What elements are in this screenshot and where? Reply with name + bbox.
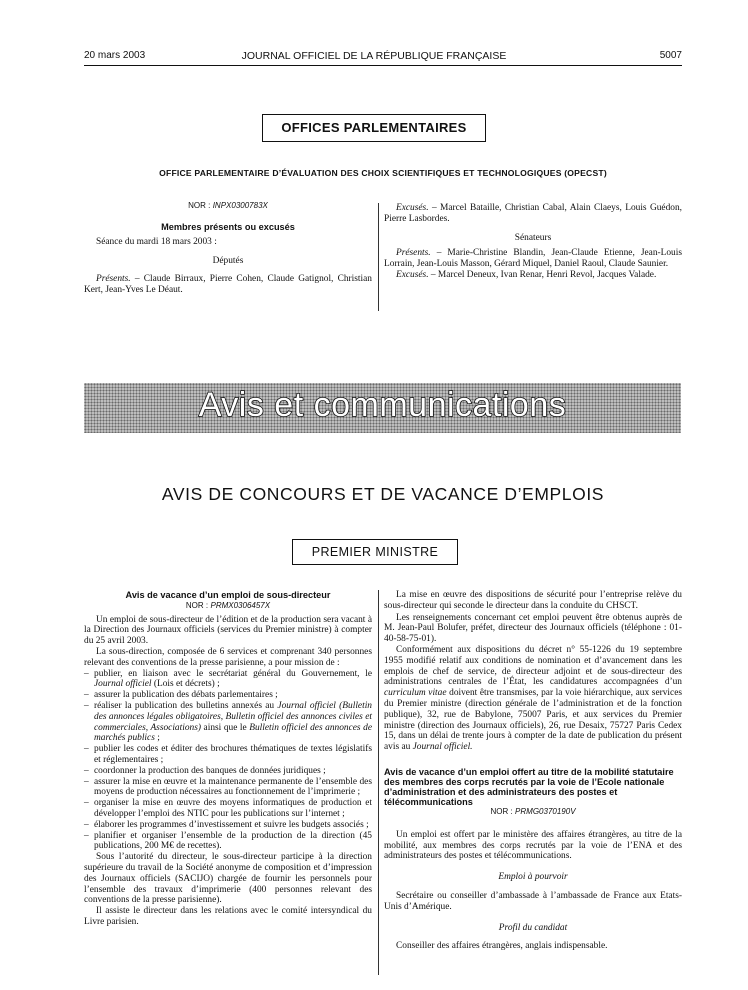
avis-right-column [384,590,682,952]
paragraph: Un emploi de sous-directeur de l’édition et de la production sera vacant à la Direction des Journaux officiels (services du Premier ministre) à compter du 25 avril 2003. [84,614,372,647]
paragraph: Il assiste le directeur dans les relations avec le comité intersyndical du Livre parisien. [84,906,372,927]
paragraph: La sous-direction, composée de 6 services et comprenant 340 personnes relevant des conventions de la presse parisienne, a pour mission de : [84,646,372,668]
avis1-left-column [84,590,372,928]
paragraph: Un emploi est offert par le ministère des affaires étrangères, au titre de la mobilité, aux membres des corps recrutés par la voie de l’ENA et des administrateurs des postes et télécommunications. [384,829,682,862]
list-item: – assurer la publication des débats parlementaires ; [84,690,372,701]
profil-heading: Profil du candidat [498,922,568,933]
nor-code: INPX0300783X [212,201,268,210]
deputes-heading: Députés [212,256,244,267]
paragraph: La mise en œuvre des dispositions de sécurité pour l’entreprise relève du sous-directeur qui seconde le directeur dans la conduite du CHSCT. [384,590,682,611]
journal-title: JOURNAL OFFICIEL DE LA RÉPUBLIQUE FRANÇAISE [241,50,507,62]
offices-box [262,114,486,142]
section-title: AVIS DE CONCOURS ET DE VACANCE D’EMPLOIS [161,484,605,504]
page-number: 5007 [659,50,682,61]
paragraph: Conseiller des affaires étrangères, anglais indispensable. [396,941,608,952]
senateurs-heading: Sénateurs [514,232,552,243]
ministry-title: PREMIER MINISTRE [311,545,439,559]
banner-title: Avis et communications [198,386,567,424]
avis2-nor: NOR : PRMG0370190V [490,806,576,816]
list-item: – publier, en liaison avec le secrétariat général du Gouvernement, le Journal officiel (Lois et décrets) ; [84,669,372,691]
list-item: – organiser la mise en œuvre des moyens informatiques de production et développer l’emploi des NTIC pour les publications sur l’internet ; [84,798,372,820]
offices-box-title: OFFICES PARLEMENTAIRES [281,120,467,135]
list-item: – publier les codes et éditer des brochures thématiques de textes législatifs et réglementaires ; [84,744,372,766]
deputes-excuses: Excusés. – Marcel Bataille, Christian Cabal, Alain Claeys, Louis Guédon, Pierre Lasbordes. [384,203,682,224]
header-rule [84,65,682,66]
column-divider [378,203,379,311]
column-divider [378,590,379,975]
paragraph: Secrétaire ou conseiller d’ambassade à l’ambassade de France aux Etats-Unis d’Amérique. [384,890,682,912]
senateurs-presents: Présents. – Marie-Christine Blandin, Jean-Claude Etienne, Jean-Louis Lorrain, Jean-Louis Masson, Gérard Miquel, Daniel Raoul, Claude Saunier. [384,248,682,270]
paragraph: Les renseignements concernant cet emploi peuvent être obtenus auprès de M. Jean-Paul Bolufer, préfet, directeur des Journaux officiels (téléphone : 01-40-58-75-01). [384,612,682,645]
members-left-column [84,201,372,296]
missions-list [84,669,372,853]
list-item: – coordonner la production des banques de données juridiques ; [84,766,372,777]
avis1-heading: Avis de vacance d’un emploi de sous-directeur [125,590,331,600]
deputes-presents: Présents. – Claude Birraux, Pierre Cohen, Claude Gatignol, Christian Kert, Jean-Yves Le Déaut. [84,274,372,295]
ministry-box [292,539,458,565]
page-date: 20 mars 2003 [84,50,146,61]
avis1-nor: NOR : PRMX0306457X [185,600,271,610]
paragraph: Sous l’autorité du directeur, le sous-directeur participe à la direction supérieure du travail de la Société anonyme de composition et d’impression des Journaux officiels (SACIJO) chargée de fournir les personnels pour l’ensemble des travaux d’imprimerie (400 personnes relevant des conventions de la presse parisienne). [84,852,372,906]
list-item: – élaborer les programmes d’investissement et suivre les budgets associés ; [84,820,372,831]
nor-line: NOR : INPX0300783X [188,201,268,210]
list-item: – assurer la mise en œuvre et la maintenance permanente de l’ensemble des moyens de production nécessaires au fonctionnement de l’imprimerie ; [84,777,372,799]
list-item: – réaliser la publication des bulletins annexés au Journal officiel (Bulletin des annonces légales obligatoires, Bulletin officiel des annonces civiles et commerciales, Associations) ainsi que le Bulletin officiel des annonces de marchés publics ; [84,701,372,744]
avis2-heading: Avis de vacance d’un emploi offert au titre de la mobilité statutaire des membres des corps recrutés par la voie de l’Ecole nationale d’administration et des administrateurs des postes et télécommunications [384,766,674,807]
emploi-heading: Emploi à pourvoir [498,872,568,883]
members-heading: Membres présents ou excusés [161,221,295,232]
paragraph: Conformément aux dispositions du décret n° 55-1226 du 19 septembre 1955 modifié relatif aux conditions de nomination et d’avancement dans les emplois de chef de service, de directeur adjoint et de sous-directeur des administrations centrales de l’État, les candidatures accompagnées d’un curriculum vitae doivent être transmises, par la voie hiérarchique, aux services du Premier ministre (direction générale de l’administration et de la fonction publique), 32, rue de Babylone, 75007 Paris, et aux services du Premier ministre (direction des Journaux officiels), 26, rue Desaix, 75727 Paris Cedex 15, dans un délai de trente jours à compter de la date de publication du présent avis au Journal officiel. [384,644,683,753]
office-title: OFFICE PARLEMENTAIRE D’ÉVALUATION DES CHOIX SCIENTIFIQUES ET TECHNOLOGIQUES (OPECST) [159,168,607,178]
members-right-column [384,203,682,281]
senateurs-excuses: Excusés. – Marcel Deneux, Ivan Renar, Henri Revol, Jacques Valade. [396,269,657,280]
seance-line: Séance du mardi 18 mars 2003 : [96,236,217,247]
list-item: – planifier et organiser l’ensemble de la production de la direction (45 publications, 200 M€ de recettes). [84,831,372,853]
